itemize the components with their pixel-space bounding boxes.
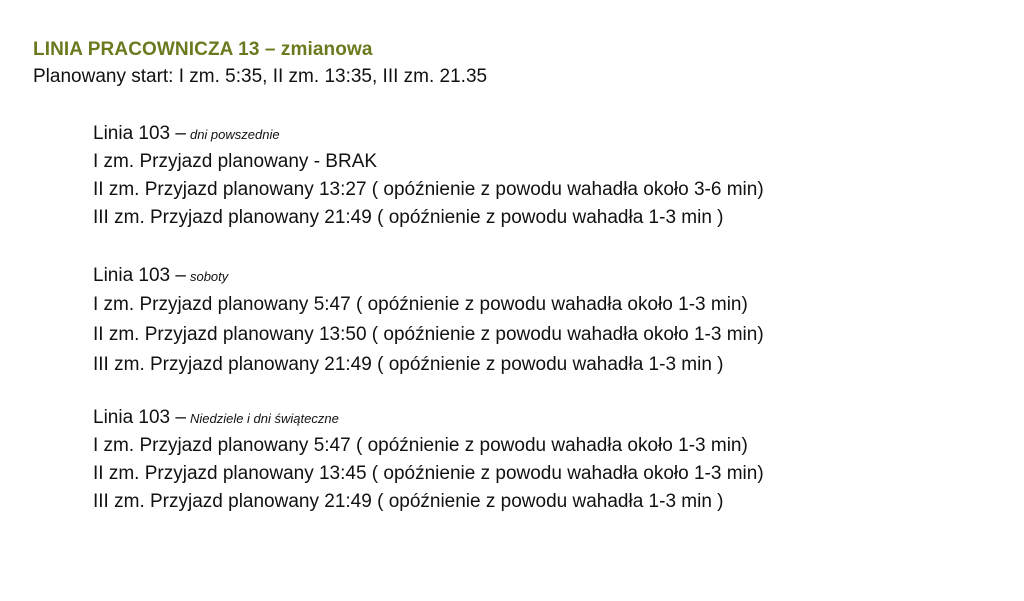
- day-type-note: Niedziele i dni świąteczne: [189, 411, 339, 426]
- shift-row-2: II zm. Przyjazd planowany 13:27 ( opóźnienie z powodu wahadła około 3-6 min): [93, 179, 764, 200]
- schedule-block-saturdays: [93, 262, 764, 380]
- line-label: Linia 103 –: [93, 265, 186, 286]
- schedule-block-weekdays: [93, 120, 764, 232]
- block-heading: [93, 404, 764, 432]
- schedule-block-sundays-holidays: [93, 404, 764, 516]
- shift-row-1: I zm. Przyjazd planowany 5:47 ( opóźnienie z powodu wahadła około 1-3 min): [93, 435, 748, 456]
- line-label: Linia 103 –: [93, 123, 186, 144]
- shift-row-3: III zm. Przyjazd planowany 21:49 ( opóźnienie z powodu wahadła 1-3 min ): [93, 354, 724, 375]
- block-heading: [93, 262, 764, 290]
- line-label: Linia 103 –: [93, 407, 186, 428]
- shift-row-2: II zm. Przyjazd planowany 13:50 ( opóźnienie z powodu wahadła około 1-3 min): [93, 324, 764, 345]
- shift-row-3: III zm. Przyjazd planowany 21:49 ( opóźnienie z powodu wahadła 1-3 min ): [93, 491, 724, 512]
- page-title: LINIA PRACOWNICZA 13 – zmianowa: [33, 39, 373, 60]
- planned-start-text: Planowany start: I zm. 5:35, II zm. 13:35, III zm. 21.35: [33, 66, 488, 87]
- day-type-note: dni powszednie: [189, 127, 280, 142]
- day-type-note: soboty: [189, 269, 229, 284]
- shift-row-1: I zm. Przyjazd planowany 5:47 ( opóźnienie z powodu wahadła około 1-3 min): [93, 294, 748, 315]
- shift-row-3: III zm. Przyjazd planowany 21:49 ( opóźnienie z powodu wahadła 1-3 min ): [93, 207, 724, 228]
- shift-row-2: II zm. Przyjazd planowany 13:45 ( opóźnienie z powodu wahadła około 1-3 min): [93, 463, 764, 484]
- shift-row-1: I zm. Przyjazd planowany - BRAK: [93, 151, 378, 172]
- block-heading: [93, 120, 764, 148]
